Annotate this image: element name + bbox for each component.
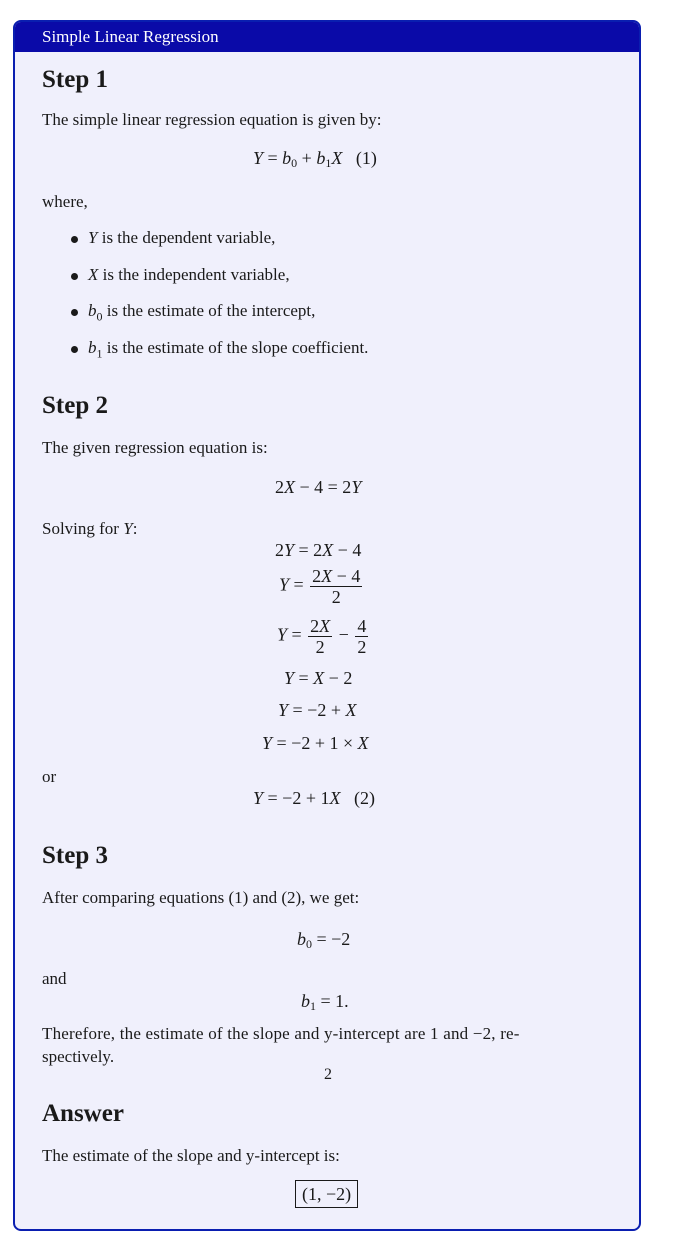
derivation-line-1: 2Y = 2X − 4 (275, 540, 362, 560)
conclusion-line-1: Therefore, the estimate of the slope and y-intercept are 1 and −2, re- (42, 1024, 520, 1043)
step3-heading: Step 3 (42, 842, 108, 869)
page-number: 2 (324, 1066, 332, 1083)
solving-for-text: Solving for Y: (42, 519, 138, 538)
equation-1: $Y = b_0 + b_1X$ (1) (253, 148, 377, 170)
solution-card (13, 20, 641, 1231)
equation-1-tag: (1) (355, 148, 377, 168)
bullet-marker (71, 346, 78, 353)
derivation-line-3: Y = $\frac{2X}{2}$ − $\frac{4}{2}$ (277, 616, 367, 657)
bullet-item-b1: $b_1$ is the estimate of the slope coefficient. (88, 338, 369, 361)
step2-heading: Step 2 (42, 392, 108, 419)
bullet-marker (71, 309, 78, 316)
bullet-marker (71, 236, 78, 243)
answer-intro: The estimate of the slope and y-intercept is: (42, 1146, 340, 1165)
equation-2: Y = −2 + 1X (2) (253, 788, 375, 808)
or-text: or (42, 767, 57, 786)
derivation-line-2: Y = $\frac{2X - 4}{2}$ (279, 566, 361, 607)
and-text: and (42, 969, 67, 988)
card-header (15, 22, 639, 52)
bullet-item-y: Y is the dependent variable, (88, 228, 276, 247)
answer-heading: Answer (42, 1100, 124, 1127)
derivation-line-5: Y = −2 + X (278, 700, 357, 720)
conclusion-line-2: spectively. (42, 1047, 115, 1066)
step2-intro: The given regression equation is: (42, 438, 268, 457)
where-text: where, (42, 192, 88, 211)
step1-intro: The simple linear regression equation is given by: (42, 110, 382, 129)
boxed-answer: (1, −2) (295, 1184, 358, 1205)
step3-intro: After comparing equations (1) and (2), we get: (42, 888, 360, 907)
b0-result: $b_0 = -2$ (297, 929, 351, 951)
b1-result: $b_1 = 1$. (301, 991, 349, 1013)
given-equation: 2X − 4 = 2Y (275, 477, 362, 497)
step1-heading: Step 1 (42, 66, 108, 93)
card-title: Simple Linear Regression (42, 27, 219, 46)
bullet-marker (71, 273, 78, 280)
equation-2-tag: (2) (353, 788, 375, 808)
bullet-item-b0: $b_0$ is the estimate of the intercept, (88, 301, 316, 324)
bullet-item-x: X is the independent variable, (88, 265, 290, 284)
derivation-line-4: Y = X − 2 (284, 668, 353, 688)
derivation-line-6: Y = −2 + 1 × X (262, 733, 369, 753)
